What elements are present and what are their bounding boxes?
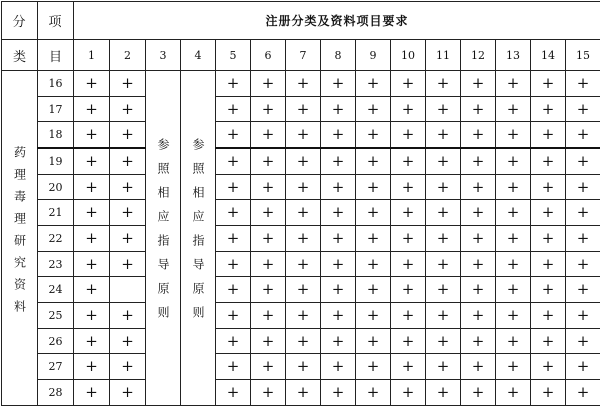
- requirement-mark-col-9: +: [356, 303, 391, 329]
- column-header-3: 3: [146, 40, 181, 71]
- requirement-mark-col-14: +: [531, 122, 566, 148]
- requirement-mark-col-10: +: [391, 148, 426, 174]
- category-cell: [2, 71, 38, 406]
- item-number: 27: [38, 354, 74, 380]
- requirement-mark-col-13: +: [496, 277, 531, 303]
- requirement-mark-col-10: +: [391, 71, 426, 97]
- requirement-mark-col-2: +: [110, 96, 146, 122]
- requirement-mark-col-14: +: [531, 251, 566, 277]
- requirement-mark-col-6: +: [251, 226, 286, 252]
- requirement-mark-col-10: +: [391, 226, 426, 252]
- requirement-mark-col-14: +: [531, 148, 566, 174]
- requirement-mark-col-11: +: [426, 71, 461, 97]
- table-body: [2, 71, 600, 406]
- requirement-mark-col-11: +: [426, 328, 461, 354]
- requirement-mark-col-1: +: [74, 277, 110, 303]
- requirement-mark-col-10: +: [391, 122, 426, 148]
- requirement-mark-col-2: +: [110, 148, 146, 174]
- item-number: 18: [38, 122, 74, 148]
- requirement-mark-col-9: +: [356, 200, 391, 226]
- item-number: 16: [38, 71, 74, 97]
- header-title: 注册分类及资料项目要求: [74, 2, 600, 40]
- requirement-mark-col-8: +: [321, 96, 356, 122]
- requirement-mark-col-11: +: [426, 380, 461, 406]
- requirement-mark-col-5: +: [216, 251, 251, 277]
- requirement-mark-col-15: +: [566, 354, 600, 380]
- requirement-mark-col-2: +: [110, 328, 146, 354]
- requirement-mark-col-7: +: [286, 148, 321, 174]
- reference-guideline-col-3: [146, 71, 181, 406]
- requirement-mark-col-13: +: [496, 174, 531, 200]
- requirement-mark-col-14: +: [531, 303, 566, 329]
- table-row: [2, 174, 600, 200]
- requirement-mark-col-8: +: [321, 277, 356, 303]
- requirement-mark-col-15: +: [566, 174, 600, 200]
- requirement-mark-col-11: +: [426, 148, 461, 174]
- column-header-9: 9: [356, 40, 391, 71]
- requirement-mark-col-14: +: [531, 71, 566, 97]
- requirement-mark-col-15: +: [566, 380, 600, 406]
- requirement-mark-col-6: +: [251, 328, 286, 354]
- requirement-mark-col-15: +: [566, 148, 600, 174]
- requirement-mark-col-14: +: [531, 174, 566, 200]
- header-fen: 分: [2, 2, 38, 40]
- requirement-mark-col-1: +: [74, 328, 110, 354]
- requirement-mark-col-14: +: [531, 96, 566, 122]
- requirement-mark-col-1: +: [74, 96, 110, 122]
- requirement-mark-col-13: +: [496, 251, 531, 277]
- table-row: [2, 96, 600, 122]
- requirement-mark-col-11: +: [426, 200, 461, 226]
- requirement-mark-col-14: +: [531, 277, 566, 303]
- item-number: 22: [38, 226, 74, 252]
- reference-guideline-label: 参照相应指导原则: [186, 138, 210, 330]
- requirement-mark-col-14: +: [531, 200, 566, 226]
- requirement-mark-col-1: +: [74, 71, 110, 97]
- requirement-mark-col-1: +: [74, 226, 110, 252]
- requirement-mark-col-1: +: [74, 174, 110, 200]
- requirement-mark-col-15: +: [566, 200, 600, 226]
- requirement-mark-col-9: +: [356, 226, 391, 252]
- requirement-mark-col-6: +: [251, 174, 286, 200]
- table-row: [2, 122, 600, 148]
- column-header-1: 1: [74, 40, 110, 71]
- requirement-mark-col-7: +: [286, 303, 321, 329]
- requirement-mark-col-7: +: [286, 380, 321, 406]
- table-row: [2, 328, 600, 354]
- requirement-mark-col-1: +: [74, 148, 110, 174]
- requirement-mark-col-2: +: [110, 122, 146, 148]
- requirement-mark-col-15: +: [566, 328, 600, 354]
- requirement-mark-col-9: +: [356, 277, 391, 303]
- table-row: [2, 148, 600, 174]
- requirement-mark-col-9: +: [356, 122, 391, 148]
- requirement-mark-col-9: +: [356, 148, 391, 174]
- requirement-mark-col-2: +: [110, 354, 146, 380]
- requirement-mark-col-11: +: [426, 303, 461, 329]
- requirement-mark-col-7: +: [286, 277, 321, 303]
- requirement-mark-col-1: +: [74, 122, 110, 148]
- requirement-mark-col-7: +: [286, 226, 321, 252]
- requirement-mark-col-1: +: [74, 303, 110, 329]
- requirement-mark-col-5: +: [216, 226, 251, 252]
- requirement-mark-col-10: +: [391, 251, 426, 277]
- requirement-mark-col-14: +: [531, 354, 566, 380]
- item-number: 24: [38, 277, 74, 303]
- requirement-mark-col-5: +: [216, 277, 251, 303]
- requirement-mark-col-9: +: [356, 380, 391, 406]
- requirement-mark-col-7: +: [286, 96, 321, 122]
- requirement-mark-col-8: +: [321, 303, 356, 329]
- requirement-mark-col-13: +: [496, 148, 531, 174]
- requirement-mark-col-13: +: [496, 96, 531, 122]
- requirement-mark-col-12: +: [461, 148, 496, 174]
- requirement-mark-col-8: +: [321, 251, 356, 277]
- requirement-mark-col-8: +: [321, 328, 356, 354]
- requirement-mark-col-12: +: [461, 303, 496, 329]
- requirement-mark-col-14: +: [531, 380, 566, 406]
- item-number: 20: [38, 174, 74, 200]
- requirement-mark-col-11: +: [426, 96, 461, 122]
- column-header-15: 15: [566, 40, 600, 71]
- requirement-mark-col-11: +: [426, 122, 461, 148]
- item-number: 17: [38, 96, 74, 122]
- requirement-mark-col-12: +: [461, 71, 496, 97]
- requirement-mark-col-10: +: [391, 328, 426, 354]
- requirement-mark-col-9: +: [356, 328, 391, 354]
- table-row: [2, 226, 600, 252]
- requirement-mark-col-5: +: [216, 96, 251, 122]
- column-header-5: 5: [216, 40, 251, 71]
- requirement-mark-col-8: +: [321, 148, 356, 174]
- requirement-mark-col-5: +: [216, 328, 251, 354]
- requirement-mark-col-8: +: [321, 174, 356, 200]
- requirement-mark-col-11: +: [426, 174, 461, 200]
- item-number: 19: [38, 148, 74, 174]
- requirement-mark-col-12: +: [461, 174, 496, 200]
- column-header-2: 2: [110, 40, 146, 71]
- requirement-mark-col-15: +: [566, 71, 600, 97]
- requirement-mark-col-6: +: [251, 96, 286, 122]
- requirement-mark-col-6: +: [251, 303, 286, 329]
- requirement-mark-col-6: +: [251, 251, 286, 277]
- requirement-mark-col-9: +: [356, 251, 391, 277]
- table-row: [2, 380, 600, 406]
- category-label: 药理毒理研究资料: [8, 146, 32, 322]
- requirement-mark-col-11: +: [426, 354, 461, 380]
- requirement-mark-col-15: +: [566, 277, 600, 303]
- item-number: 25: [38, 303, 74, 329]
- requirement-mark-col-5: +: [216, 354, 251, 380]
- column-header-6: 6: [251, 40, 286, 71]
- requirement-mark-col-7: +: [286, 200, 321, 226]
- requirement-mark-col-2: [110, 277, 146, 303]
- requirement-mark-col-12: +: [461, 251, 496, 277]
- header-mu: 目: [38, 40, 74, 71]
- requirement-mark-col-1: +: [74, 251, 110, 277]
- requirement-mark-col-9: +: [356, 96, 391, 122]
- requirement-mark-col-2: +: [110, 303, 146, 329]
- requirement-mark-col-1: +: [74, 200, 110, 226]
- reference-guideline-label: 参照相应指导原则: [151, 138, 175, 330]
- requirement-mark-col-15: +: [566, 251, 600, 277]
- requirement-mark-col-9: +: [356, 71, 391, 97]
- requirement-mark-col-13: +: [496, 226, 531, 252]
- table-row: [2, 200, 600, 226]
- item-number: 23: [38, 251, 74, 277]
- requirement-mark-col-5: +: [216, 148, 251, 174]
- requirement-mark-col-8: +: [321, 122, 356, 148]
- requirement-mark-col-15: +: [566, 226, 600, 252]
- requirement-mark-col-1: +: [74, 354, 110, 380]
- requirement-mark-col-2: +: [110, 200, 146, 226]
- requirement-mark-col-8: +: [321, 200, 356, 226]
- requirement-mark-col-12: +: [461, 122, 496, 148]
- table-row: [2, 303, 600, 329]
- requirement-mark-col-12: +: [461, 96, 496, 122]
- requirement-mark-col-15: +: [566, 122, 600, 148]
- requirement-mark-col-8: +: [321, 226, 356, 252]
- requirement-mark-col-10: +: [391, 174, 426, 200]
- requirement-mark-col-7: +: [286, 328, 321, 354]
- requirement-mark-col-12: +: [461, 354, 496, 380]
- table-row: [2, 277, 600, 303]
- column-header-4: 4: [181, 40, 216, 71]
- requirement-mark-col-14: +: [531, 328, 566, 354]
- column-header-8: 8: [321, 40, 356, 71]
- column-header-12: 12: [461, 40, 496, 71]
- requirements-table-container: [1, 1, 599, 406]
- requirement-mark-col-13: +: [496, 122, 531, 148]
- requirement-mark-col-11: +: [426, 277, 461, 303]
- requirement-mark-col-10: +: [391, 96, 426, 122]
- requirement-mark-col-6: +: [251, 122, 286, 148]
- requirement-mark-col-8: +: [321, 354, 356, 380]
- requirement-mark-col-6: +: [251, 148, 286, 174]
- requirement-mark-col-2: +: [110, 174, 146, 200]
- requirement-mark-col-12: +: [461, 226, 496, 252]
- requirements-table: [1, 1, 600, 406]
- requirement-mark-col-7: +: [286, 174, 321, 200]
- requirement-mark-col-10: +: [391, 354, 426, 380]
- requirement-mark-col-2: +: [110, 380, 146, 406]
- requirement-mark-col-10: +: [391, 277, 426, 303]
- requirement-mark-col-5: +: [216, 71, 251, 97]
- requirement-mark-col-5: +: [216, 380, 251, 406]
- requirement-mark-col-7: +: [286, 251, 321, 277]
- table-row: [2, 251, 600, 277]
- requirement-mark-col-8: +: [321, 71, 356, 97]
- column-header-14: 14: [531, 40, 566, 71]
- requirement-mark-col-9: +: [356, 354, 391, 380]
- table-row: [2, 71, 600, 97]
- requirement-mark-col-12: +: [461, 277, 496, 303]
- requirement-mark-col-10: +: [391, 200, 426, 226]
- table-row: [2, 354, 600, 380]
- requirement-mark-col-6: +: [251, 277, 286, 303]
- requirement-mark-col-2: +: [110, 71, 146, 97]
- reference-guideline-col-4: [181, 71, 216, 406]
- requirement-mark-col-11: +: [426, 251, 461, 277]
- header-lei: 类: [2, 40, 38, 71]
- requirement-mark-col-12: +: [461, 328, 496, 354]
- column-header-11: 11: [426, 40, 461, 71]
- requirement-mark-col-7: +: [286, 122, 321, 148]
- item-number: 28: [38, 380, 74, 406]
- requirement-mark-col-2: +: [110, 226, 146, 252]
- requirement-mark-col-2: +: [110, 251, 146, 277]
- requirement-mark-col-6: +: [251, 354, 286, 380]
- requirement-mark-col-7: +: [286, 71, 321, 97]
- requirement-mark-col-14: +: [531, 226, 566, 252]
- requirement-mark-col-13: +: [496, 380, 531, 406]
- requirement-mark-col-13: +: [496, 71, 531, 97]
- column-header-10: 10: [391, 40, 426, 71]
- requirement-mark-col-9: +: [356, 174, 391, 200]
- requirement-mark-col-12: +: [461, 200, 496, 226]
- requirement-mark-col-5: +: [216, 200, 251, 226]
- requirement-mark-col-12: +: [461, 380, 496, 406]
- requirement-mark-col-10: +: [391, 380, 426, 406]
- requirement-mark-col-10: +: [391, 303, 426, 329]
- requirement-mark-col-5: +: [216, 303, 251, 329]
- requirement-mark-col-1: +: [74, 380, 110, 406]
- requirement-mark-col-7: +: [286, 354, 321, 380]
- requirement-mark-col-15: +: [566, 303, 600, 329]
- requirement-mark-col-6: +: [251, 200, 286, 226]
- item-number: 26: [38, 328, 74, 354]
- requirement-mark-col-13: +: [496, 354, 531, 380]
- item-number: 21: [38, 200, 74, 226]
- requirement-mark-col-6: +: [251, 71, 286, 97]
- requirement-mark-col-13: +: [496, 328, 531, 354]
- requirement-mark-col-13: +: [496, 303, 531, 329]
- column-header-13: 13: [496, 40, 531, 71]
- requirement-mark-col-5: +: [216, 122, 251, 148]
- header-xiang: 项: [38, 2, 74, 40]
- requirement-mark-col-6: +: [251, 380, 286, 406]
- requirement-mark-col-8: +: [321, 380, 356, 406]
- column-header-7: 7: [286, 40, 321, 71]
- requirement-mark-col-5: +: [216, 174, 251, 200]
- requirement-mark-col-11: +: [426, 226, 461, 252]
- requirement-mark-col-15: +: [566, 96, 600, 122]
- requirement-mark-col-13: +: [496, 200, 531, 226]
